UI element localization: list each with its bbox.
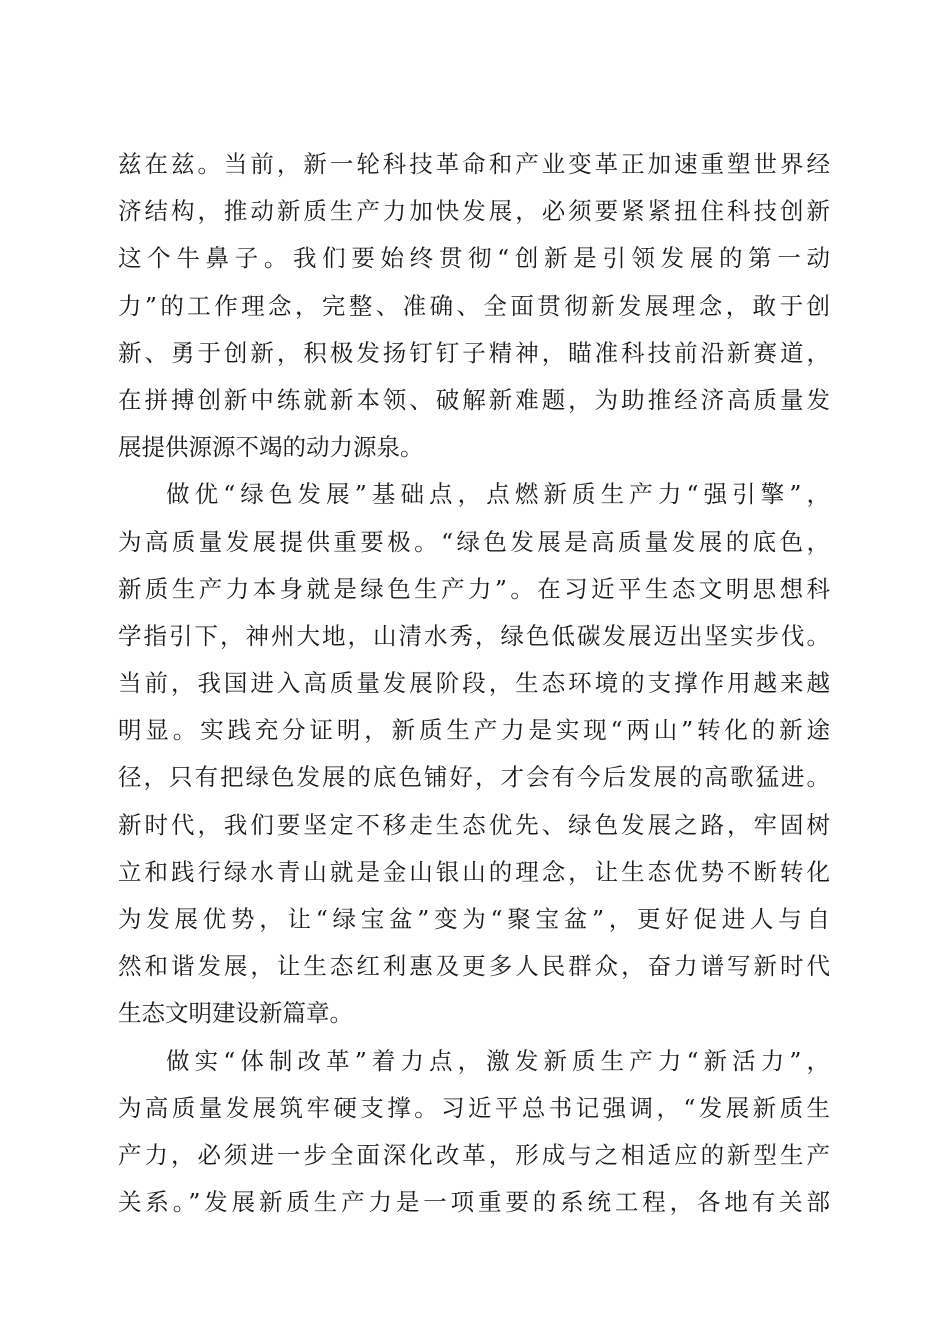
- paragraph-line: 这个牛鼻子。我们要始终贯彻“创新是引领发展的第一动: [118, 244, 830, 273]
- paragraph-line: 径，只有把绿色发展的底色铺好，才会有今后发展的高歌猛进。: [118, 763, 830, 792]
- paragraph-line: 明显。实践充分证明，新质生产力是实现“两山”转化的新途: [118, 716, 830, 745]
- paragraph-line: 学指引下，神州大地，山清水秀，绿色低碳发展迈出坚实步伐。: [118, 621, 830, 650]
- paragraph-line: 新时代，我们要坚定不移走生态优先、绿色发展之路，牢固树: [118, 810, 830, 839]
- paragraph-line: 济结构，推动新质生产力加快发展，必须要紧紧扭住科技创新: [118, 197, 830, 226]
- paragraph-line: 当前，我国进入高质量发展阶段，生态环境的支撑作用越来越: [118, 669, 830, 698]
- paragraph-line: 在拼搏创新中练就新本领、破解新难题，为助推经济高质量发: [118, 385, 830, 414]
- paragraph-line: 兹在兹。当前，新一轮科技革命和产业变革正加速重塑世界经: [118, 150, 830, 178]
- paragraph-line: 关系。”发展新质生产力是一项重要的系统工程，各地有关部: [118, 1188, 830, 1217]
- paragraph-line: 为发展优势，让“绿宝盆”变为“聚宝盆”，更好促进人与自: [118, 905, 830, 933]
- paragraph-line: 新质生产力本身就是绿色生产力”。在习近平生态文明思想科: [118, 574, 830, 603]
- paragraph-line: 展提供源源不竭的动力源泉。: [118, 433, 424, 462]
- paragraph-line: 生态文明建设新篇章。: [118, 999, 353, 1028]
- paragraph-line: 力”的工作理念，完整、准确、全面贯彻新发展理念，敢于创: [118, 291, 830, 320]
- paragraph-line: 产力，必须进一步全面深化改革，形成与之相适应的新型生产: [118, 1140, 830, 1169]
- paragraph-line: 为高质量发展筑牢硬支撑。习近平总书记强调，“发展新质生: [118, 1093, 830, 1122]
- paragraph-line: 新、勇于创新，积极发扬钉钉子精神，瞄准科技前沿新赛道，: [118, 338, 830, 367]
- paragraph-line: 为高质量发展提供重要极。“绿色发展是高质量发展的底色，: [118, 527, 830, 556]
- document-body: [118, 141, 830, 1226]
- paragraph-3: [118, 1038, 830, 1227]
- paragraph-1: [118, 141, 830, 471]
- paragraph-2: [118, 471, 830, 1037]
- paragraph-line: 然和谐发展，让生态红利惠及更多人民群众，奋力谱写新时代: [118, 952, 830, 981]
- paragraph-line: 做优“绿色发展”基础点，点燃新质生产力“强引擎”，: [166, 480, 830, 509]
- paragraph-line: 立和践行绿水青山就是金山银山的理念，让生态优势不断转化: [118, 857, 830, 886]
- paragraph-line: 做实“体制改革”着力点，激发新质生产力“新活力”，: [166, 1046, 830, 1075]
